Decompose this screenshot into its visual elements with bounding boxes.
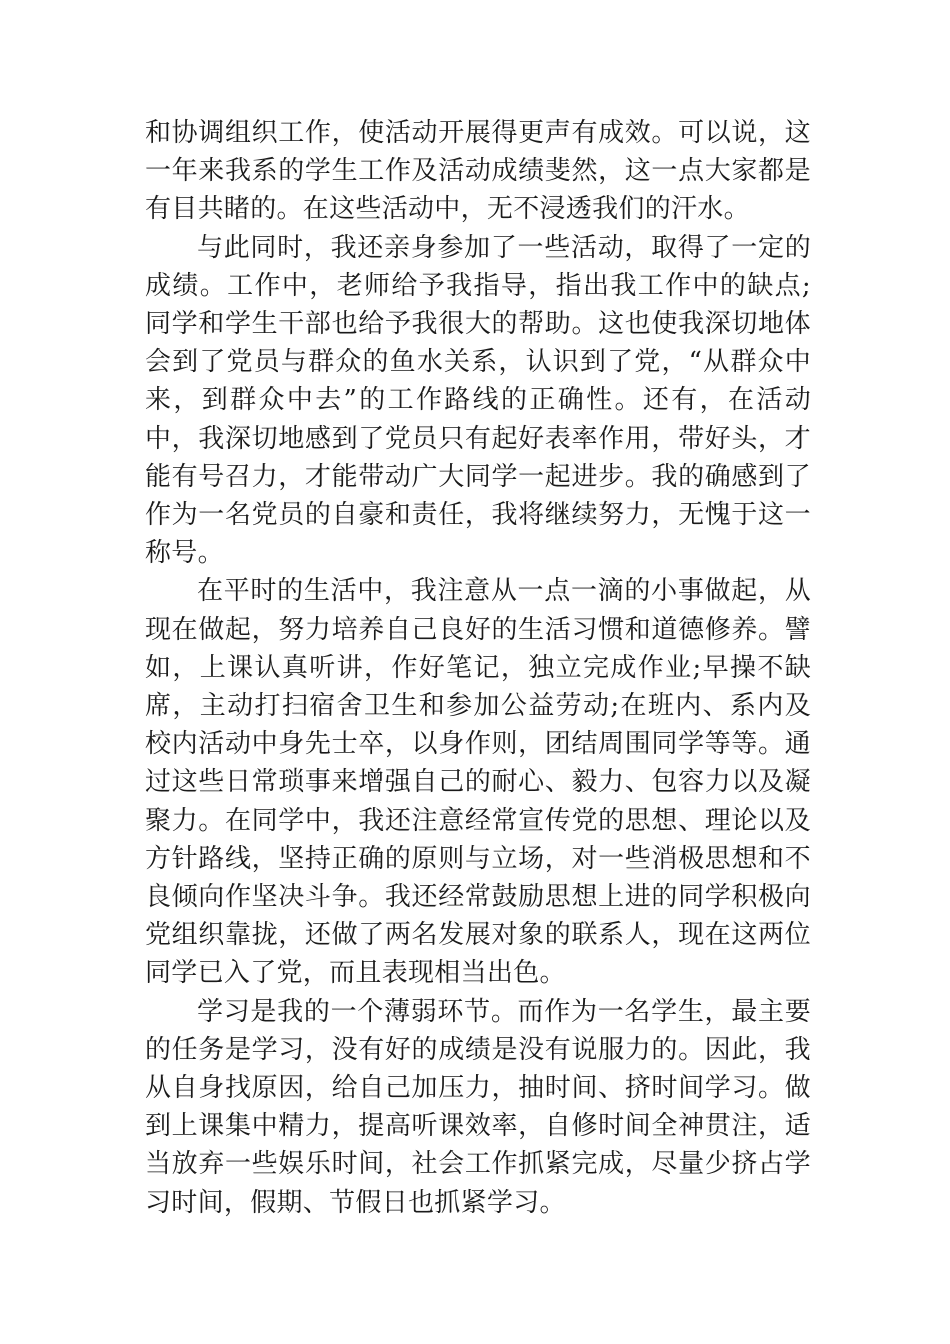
paragraph-study: 学习是我的一个薄弱环节。而作为一名学生，最主要的任务是学习，没有好的成绩是没有说服力的。因此，我从自身找原因，给自己加压力，抽时间、挤时间学习。做到上课集中精力，提高听课效率，自修时间全神贯注，适当放弃一些娱乐时间，社会工作抓紧完成，尽量少挤占学习时间，假期、节假日也抓紧学习。	[145, 996, 811, 1218]
paragraph-activities: 与此同时，我还亲身参加了一些活动，取得了一定的成绩。工作中，老师给予我指导，指出我工作中的缺点;同学和学生干部也给予我很大的帮助。这也使我深切地体会到了党员与群众的鱼水关系，认识到了党，“从群众中来，到群众中去”的工作路线的正确性。还有，在活动中，我深切地感到了党员只有起好表率作用，带好头，才能有号召力，才能带动广大同学一起进步。我的确感到了作为一名党员的自豪和责任，我将继续努力，无愧于这一称号。	[145, 232, 811, 569]
paragraph-daily-life: 在平时的生活中，我注意从一点一滴的小事做起，从现在做起，努力培养自己良好的生活习惯和道德修养。譬如，上课认真听讲，作好笔记，独立完成作业;早操不缺席，主动打扫宿舍卫生和参加公益劳动;在班内、系内及校内活动中身先士卒，以身作则，团结周围同学等等。通过这些日常琐事来增强自己的耐心、毅力、包容力以及凝聚力。在同学中，我还注意经常宣传党的思想、理论以及方针路线，坚持正确的原则与立场，对一些消极思想和不良倾向作坚决斗争。我还经常鼓励思想上进的同学积极向党组织靠拢，还做了两名发展对象的联系人，现在这两位同学已入了党，而且表现相当出色。	[145, 576, 811, 989]
paragraph-continuation: 和协调组织工作，使活动开展得更声有成效。可以说，这一年来我系的学生工作及活动成绩斐然，这一点大家都是有目共睹的。在这些活动中，无不浸透我们的汗水。	[145, 118, 811, 225]
document-body	[145, 114, 811, 1222]
